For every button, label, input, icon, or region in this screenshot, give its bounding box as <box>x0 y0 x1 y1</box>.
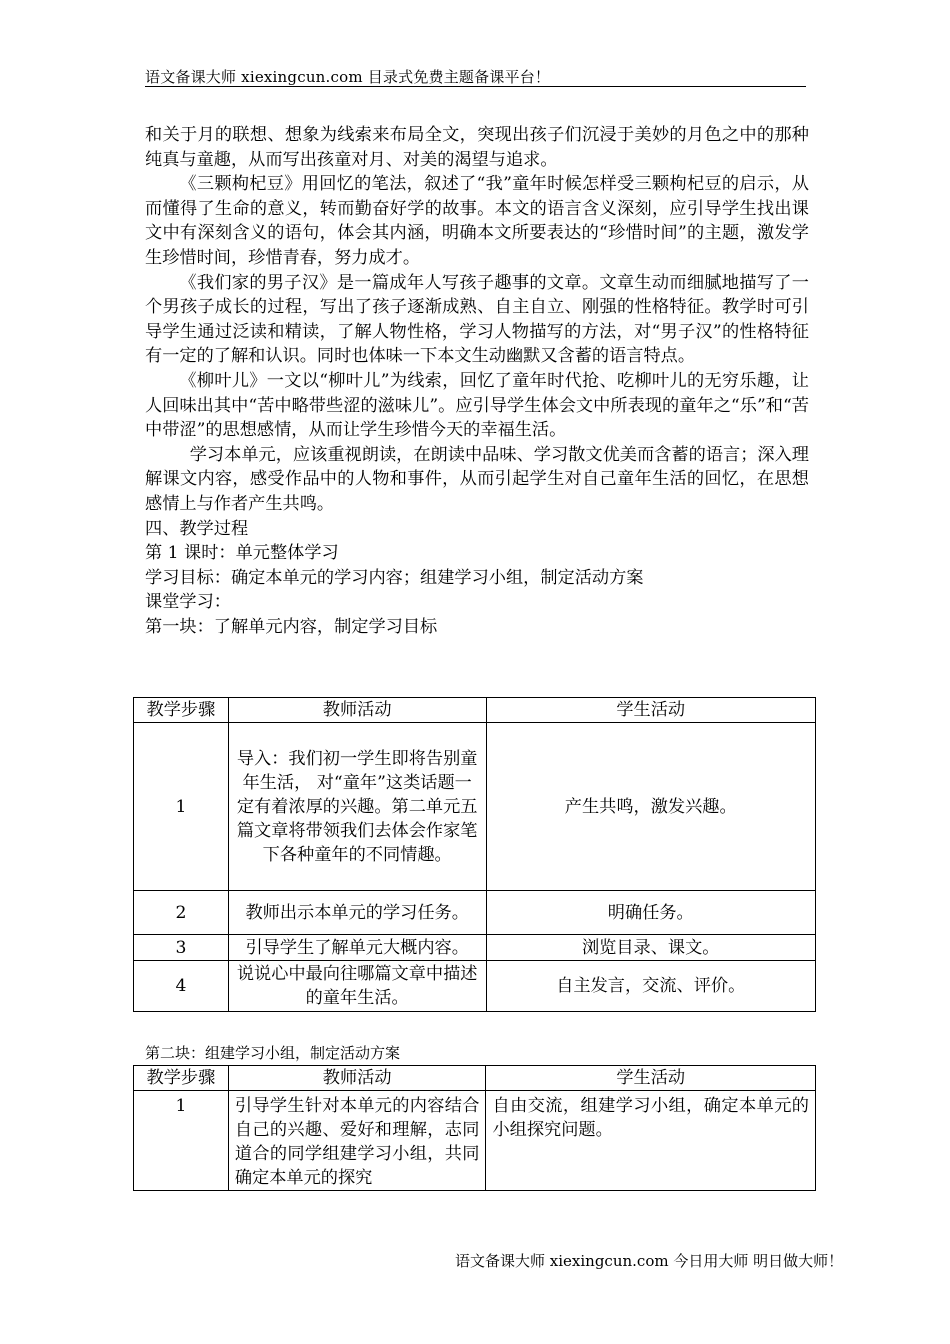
table-2-caption: 第二块：组建学习小组，制定活动方案 <box>145 1044 401 1062</box>
paragraph: 和关于月的联想、想象为线索来布局全文，突现出孩子们沉浸于美妙的月色之中的那种纯真与童趣，从而写出孩童对月、对美的渴望与追求。 <box>145 125 809 170</box>
table-row <box>134 891 816 935</box>
header-cell: 学生活动 <box>486 698 816 723</box>
header-cell: 教师活动 <box>228 1066 486 1091</box>
header-cell: 教师活动 <box>228 698 486 723</box>
page-footer: 语文备课大师 xiexingcun.com 今日用大师 明日做大师！ <box>455 1252 844 1270</box>
page-header: 语文备课大师 xiexingcun.com 目录式免费主题备课平台！ <box>145 68 551 86</box>
learning-goal: 学习目标：确定本单元的学习内容；组建学习小组，制定活动方案 <box>145 567 644 588</box>
teacher-cell: 说说心中最向往哪篇文章中描述的童年生活。 <box>228 961 486 1012</box>
table-header-row <box>134 698 816 723</box>
student-cell: 自主发言，交流、评价。 <box>486 961 816 1012</box>
teacher-cell: 引导学生了解单元大概内容。 <box>228 935 486 961</box>
table-row <box>134 1091 816 1191</box>
teaching-steps-table-1 <box>133 697 816 1012</box>
paragraph: 《三颗枸杞豆》用回忆的笔法，叙述了“我”童年时候怎样受三颗枸杞豆的启示，从而懂得了生命的意义，转而勤奋好学的故事。本文的语言含义深刻，应引导学生找出课文中有深刻含义的语句，体会其内涵，明确本文所要表达的“珍惜时间”的主题，激发学生珍惜时间，珍惜青春，努力成才。 <box>145 174 809 268</box>
paragraph: 《柳叶儿》一文以“柳叶儿”为线索，回忆了童年时代抢、吃柳叶儿的无穷乐趣，让人回味出其中“苦中略带些涩的滋味儿”。应引导学生体会文中所表现的童年之“乐”和“苦中带涩”的思想感情，从而让学生珍惜今天的幸福生活。 <box>145 370 809 441</box>
lesson-title: 第 1 课时：单元整体学习 <box>145 543 339 564</box>
step-cell: 3 <box>134 935 229 961</box>
student-cell: 产生共鸣，激发兴趣。 <box>486 723 816 891</box>
block-title: 第一块：了解单元内容，制定学习目标 <box>145 616 438 637</box>
table-header-row <box>134 1066 816 1091</box>
table-row <box>134 935 816 961</box>
header-rule <box>145 86 806 87</box>
classroom-label: 课堂学习： <box>145 592 231 613</box>
section-heading: 四、教学过程 <box>145 518 249 539</box>
student-cell: 浏览目录、课文。 <box>486 935 816 961</box>
teacher-cell: 导入：我们初一学生即将告别童年生活， 对“童年”这类话题一定有着浓厚的兴趣。第二单元五篇文章将带领我们去体会作家笔下各种童年的不同情趣。 <box>228 723 486 891</box>
step-cell: 2 <box>134 891 229 935</box>
teacher-cell: 教师出示本单元的学习任务。 <box>228 891 486 935</box>
table-row <box>134 723 816 891</box>
table-row <box>134 961 816 1012</box>
step-cell: 4 <box>134 961 229 1012</box>
step-cell: 1 <box>134 723 229 891</box>
student-cell: 明确任务。 <box>486 891 816 935</box>
paragraph: 学习本单元，应该重视朗读，在朗读中品味、学习散文优美而含蓄的语言；深入理解课文内容，感受作品中的人物和事件，从而引起学生对自己童年生活的回忆，在思想感情上与作者产生共鸣。 <box>145 444 809 514</box>
header-cell: 学生活动 <box>486 1066 816 1091</box>
header-cell: 教学步骤 <box>134 1066 229 1091</box>
step-cell: 1 <box>134 1091 229 1191</box>
student-cell: 自由交流，组建学习小组，确定本单元的小组探究问题。 <box>486 1091 816 1191</box>
paragraph: 《我们家的男子汉》是一篇成年人写孩子趣事的文章。文章生动而细腻地描写了一个男孩子成长的过程，写出了孩子逐渐成熟、自主自立、刚强的性格特征。教学时可引导学生通过泛读和精读，了解人物性格，学习人物描写的方法，对“男子汉”的性格特征有一定的了解和认识。同时也体味一下本文生动幽默又含蓄的语言特点。 <box>145 272 809 367</box>
teacher-cell: 引导学生针对本单元的内容结合自己的兴趣、爱好和理解，志同道合的同学组建学习小组，共同确定本单元的探究 <box>228 1091 486 1191</box>
body-text <box>145 123 809 639</box>
header-cell: 教学步骤 <box>134 698 229 723</box>
teaching-steps-table-2 <box>133 1065 816 1191</box>
